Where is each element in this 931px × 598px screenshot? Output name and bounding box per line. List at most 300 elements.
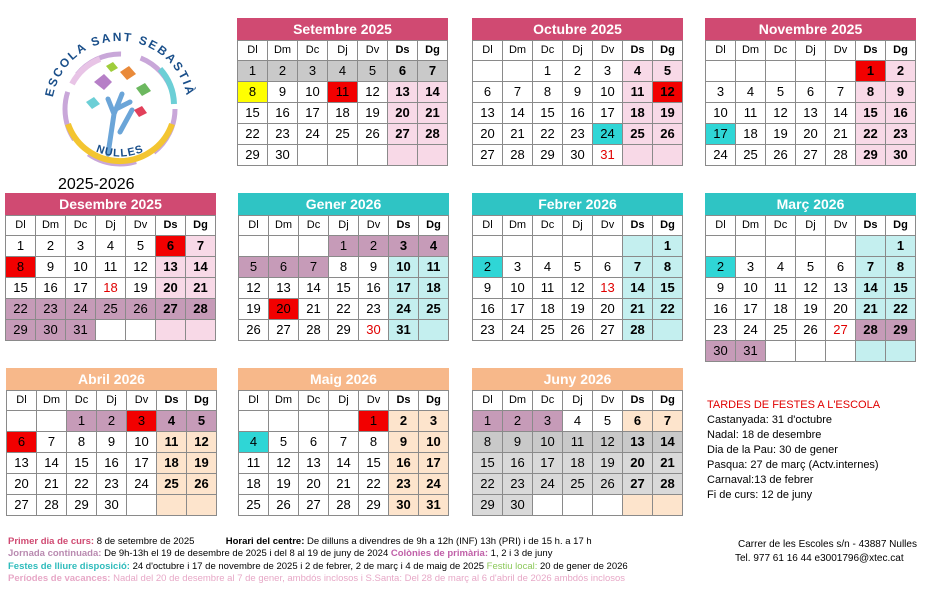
month-title: Juny 2026 <box>472 368 683 390</box>
day-cell: 15 <box>856 103 886 124</box>
empty-cell <box>653 320 683 341</box>
day-cell: 4 <box>623 61 653 82</box>
day-cell: 12 <box>593 432 623 453</box>
day-cell: 15 <box>6 278 36 299</box>
day-cell: 21 <box>299 299 329 320</box>
month-calendar <box>237 18 448 166</box>
day-cell: 24 <box>503 320 533 341</box>
empty-cell <box>856 341 886 362</box>
day-cell: 8 <box>238 82 268 103</box>
day-cell: 20 <box>623 453 653 474</box>
empty-cell <box>736 61 766 82</box>
day-cell: 9 <box>359 257 389 278</box>
colonies-label: Colònies de primària: <box>390 548 489 560</box>
day-cell: 2 <box>886 61 916 82</box>
day-cell: 23 <box>97 474 127 495</box>
day-cell: 3 <box>593 61 623 82</box>
day-cell: 7 <box>623 257 653 278</box>
empty-cell <box>473 61 503 82</box>
day-cell: 18 <box>736 124 766 145</box>
svg-text:ESCOLA SANT SEBASTIÀ <box>42 30 199 98</box>
weekday-header: Dm <box>503 41 533 61</box>
day-cell: 17 <box>298 103 328 124</box>
empty-cell <box>186 320 216 341</box>
day-cell: 23 <box>389 474 419 495</box>
address-line-1: Carrer de les Escoles s/n - 43887 Nulles <box>738 539 917 550</box>
empty-cell <box>653 495 683 516</box>
day-cell: 2 <box>563 61 593 82</box>
day-cell: 26 <box>766 145 796 166</box>
festes-item: Carnaval:13 de febrer <box>707 474 814 486</box>
day-cell: 23 <box>36 299 66 320</box>
day-cell: 28 <box>37 495 67 516</box>
day-cell: 29 <box>67 495 97 516</box>
empty-cell <box>623 145 653 166</box>
day-cell: 12 <box>766 103 796 124</box>
day-cell: 31 <box>389 320 419 341</box>
weekday-header: Dc <box>66 216 96 236</box>
empty-cell <box>329 411 359 432</box>
day-cell: 28 <box>186 299 216 320</box>
weekday-header: Ds <box>623 216 653 236</box>
day-cell: 10 <box>593 82 623 103</box>
day-cell: 1 <box>238 61 268 82</box>
day-cell: 1 <box>6 236 36 257</box>
day-cell: 12 <box>563 278 593 299</box>
day-cell: 10 <box>533 432 563 453</box>
weekday-header: Dj <box>796 216 826 236</box>
day-cell: 10 <box>389 257 419 278</box>
empty-cell <box>706 236 736 257</box>
day-cell: 30 <box>503 495 533 516</box>
day-cell: 29 <box>886 320 916 341</box>
day-cell: 7 <box>653 411 683 432</box>
weekday-header: Dg <box>886 41 916 61</box>
empty-cell <box>388 145 418 166</box>
empty-cell <box>96 320 126 341</box>
month-calendar <box>472 368 683 516</box>
weekday-header: Dl <box>239 391 269 411</box>
weekday-header: Dj <box>563 41 593 61</box>
day-cell: 8 <box>67 432 97 453</box>
day-cell: 12 <box>126 257 156 278</box>
day-cell: 6 <box>796 82 826 103</box>
day-cell: 15 <box>886 278 916 299</box>
day-cell: 17 <box>736 299 766 320</box>
day-cell: 30 <box>268 145 298 166</box>
month-title: Maig 2026 <box>238 368 449 390</box>
day-cell: 28 <box>623 320 653 341</box>
day-cell: 13 <box>826 278 856 299</box>
day-cell: 27 <box>388 124 418 145</box>
month-calendar <box>5 193 216 341</box>
day-cell: 27 <box>299 495 329 516</box>
weekday-header: Dc <box>533 216 563 236</box>
horari-label: Horari del centre: <box>225 536 305 547</box>
day-cell: 21 <box>186 278 216 299</box>
day-cell: 17 <box>389 278 419 299</box>
day-cell: 7 <box>826 82 856 103</box>
empty-cell <box>593 236 623 257</box>
day-cell: 13 <box>623 432 653 453</box>
empty-cell <box>533 495 563 516</box>
day-cell: 5 <box>269 432 299 453</box>
day-cell: 6 <box>269 257 299 278</box>
empty-cell <box>856 236 886 257</box>
day-cell: 21 <box>856 299 886 320</box>
day-cell: 27 <box>7 495 37 516</box>
day-cell: 28 <box>856 320 886 341</box>
empty-cell <box>473 236 503 257</box>
weekday-header: Ds <box>389 216 419 236</box>
day-cell: 31 <box>66 320 96 341</box>
day-cell: 5 <box>126 236 156 257</box>
weekday-header: Dm <box>269 391 299 411</box>
empty-cell <box>766 61 796 82</box>
empty-cell <box>269 411 299 432</box>
day-cell: 15 <box>359 453 389 474</box>
weekday-header: Dv <box>126 216 156 236</box>
day-cell: 23 <box>886 124 916 145</box>
day-cell: 4 <box>96 236 126 257</box>
day-cell: 9 <box>503 432 533 453</box>
day-cell: 23 <box>473 320 503 341</box>
weekday-header: Dv <box>826 216 856 236</box>
day-cell: 16 <box>706 299 736 320</box>
day-cell: 25 <box>533 320 563 341</box>
day-cell: 18 <box>96 278 126 299</box>
weekday-header: Dj <box>328 41 358 61</box>
day-cell: 15 <box>653 278 683 299</box>
day-cell: 22 <box>329 299 359 320</box>
day-cell: 5 <box>766 82 796 103</box>
day-cell: 13 <box>388 82 418 103</box>
day-cell: 2 <box>706 257 736 278</box>
day-cell: 11 <box>328 82 358 103</box>
empty-cell <box>826 61 856 82</box>
day-cell: 15 <box>473 453 503 474</box>
weekday-header: Dc <box>299 216 329 236</box>
day-cell: 28 <box>653 474 683 495</box>
footer-notes <box>8 536 698 586</box>
day-cell: 9 <box>563 82 593 103</box>
footer-line-4 <box>8 573 698 585</box>
day-cell: 26 <box>239 320 269 341</box>
day-cell: 8 <box>886 257 916 278</box>
weekday-header: Dl <box>706 41 736 61</box>
day-cell: 25 <box>239 495 269 516</box>
empty-cell <box>563 495 593 516</box>
empty-cell <box>299 236 329 257</box>
day-cell: 19 <box>187 453 217 474</box>
jornada-label: Jornada continuada: <box>8 548 102 560</box>
day-cell: 16 <box>268 103 298 124</box>
day-cell: 27 <box>826 320 856 341</box>
day-cell: 5 <box>187 411 217 432</box>
day-cell: 17 <box>593 103 623 124</box>
month-table <box>238 215 449 341</box>
day-cell: 29 <box>329 320 359 341</box>
empty-cell <box>796 236 826 257</box>
weekday-header: Dm <box>503 391 533 411</box>
month-title: Novembre 2025 <box>705 18 916 40</box>
school-address <box>735 538 917 566</box>
horari-text: De dilluns a divendres de 9h a 12h (INF) 13h (PRI) i de 15 h. a 17 h <box>304 536 592 547</box>
day-cell: 4 <box>736 82 766 103</box>
day-cell: 8 <box>329 257 359 278</box>
empty-cell <box>766 341 796 362</box>
month-table <box>472 40 683 166</box>
weekday-header: Dm <box>37 391 67 411</box>
day-cell: 3 <box>389 236 419 257</box>
weekday-header: Dj <box>96 216 126 236</box>
day-cell: 30 <box>97 495 127 516</box>
empty-cell <box>623 236 653 257</box>
weekday-header: Dc <box>298 41 328 61</box>
empty-cell <box>37 411 67 432</box>
day-cell: 17 <box>127 453 157 474</box>
day-cell: 3 <box>298 61 328 82</box>
day-cell: 4 <box>157 411 187 432</box>
day-cell: 11 <box>533 278 563 299</box>
empty-cell <box>126 320 156 341</box>
day-cell: 26 <box>563 320 593 341</box>
empty-cell <box>653 145 683 166</box>
weekday-header: Dc <box>766 216 796 236</box>
day-cell: 25 <box>736 145 766 166</box>
footer-line-2 <box>8 548 698 560</box>
day-cell: 3 <box>503 257 533 278</box>
weekday-header: Dc <box>766 41 796 61</box>
day-cell: 18 <box>533 299 563 320</box>
day-cell: 20 <box>269 299 299 320</box>
day-cell: 8 <box>533 82 563 103</box>
day-cell: 11 <box>736 103 766 124</box>
day-cell: 19 <box>796 299 826 320</box>
day-cell: 26 <box>358 124 388 145</box>
day-cell: 16 <box>503 453 533 474</box>
day-cell: 20 <box>796 124 826 145</box>
empty-cell <box>127 495 157 516</box>
day-cell: 4 <box>563 411 593 432</box>
weekday-header: Dm <box>736 41 766 61</box>
weekday-header: Dj <box>796 41 826 61</box>
day-cell: 28 <box>826 145 856 166</box>
day-cell: 19 <box>653 103 683 124</box>
day-cell: 9 <box>36 257 66 278</box>
weekday-header: Ds <box>623 391 653 411</box>
logo-arc-top: ESCOLA SANT SEBASTIÀ <box>42 29 198 99</box>
day-cell: 10 <box>298 82 328 103</box>
day-cell: 6 <box>593 257 623 278</box>
festes-item: Pasqua: 27 de març (Actv.internes) <box>707 459 879 471</box>
day-cell: 5 <box>593 411 623 432</box>
local-label: Festiu local: <box>484 560 538 572</box>
day-cell: 23 <box>359 299 389 320</box>
day-cell: 6 <box>7 432 37 453</box>
day-cell: 12 <box>239 278 269 299</box>
day-cell: 23 <box>503 474 533 495</box>
day-cell: 29 <box>6 320 36 341</box>
day-cell: 25 <box>328 124 358 145</box>
weekday-header: Dm <box>503 216 533 236</box>
day-cell: 10 <box>706 103 736 124</box>
day-cell: 18 <box>766 299 796 320</box>
day-cell: 7 <box>37 432 67 453</box>
empty-cell <box>563 236 593 257</box>
day-cell: 13 <box>156 257 186 278</box>
jornada-text: De 9h-13h el 19 de desembre de 2025 i del 8 al 19 de juny de 2024 <box>101 548 391 560</box>
footer-line-3 <box>8 561 698 573</box>
day-cell: 20 <box>388 103 418 124</box>
local-text: 20 de gener de 2026 <box>537 560 628 572</box>
empty-cell <box>826 341 856 362</box>
day-cell: 8 <box>473 432 503 453</box>
month-calendar <box>705 193 916 362</box>
month-title: Març 2026 <box>705 193 916 215</box>
empty-cell <box>736 236 766 257</box>
day-cell: 19 <box>563 299 593 320</box>
day-cell: 6 <box>623 411 653 432</box>
month-title: Gener 2026 <box>238 193 449 215</box>
day-cell: 13 <box>796 103 826 124</box>
day-cell: 26 <box>796 320 826 341</box>
day-cell: 2 <box>359 236 389 257</box>
empty-cell <box>826 236 856 257</box>
weekday-header: Dc <box>67 391 97 411</box>
day-cell: 18 <box>623 103 653 124</box>
day-cell: 24 <box>127 474 157 495</box>
day-cell: 25 <box>96 299 126 320</box>
day-cell: 22 <box>856 124 886 145</box>
month-title: Octubre 2025 <box>472 18 683 40</box>
weekday-header: Dm <box>269 216 299 236</box>
day-cell: 21 <box>623 299 653 320</box>
day-cell: 22 <box>6 299 36 320</box>
weekday-header: Dl <box>6 216 36 236</box>
day-cell: 4 <box>419 236 449 257</box>
festes-text: 24 d'octubre i 17 de novembre de 2025 i 2 de febrer, 2 de març i 4 de maig de 2025 <box>129 560 485 572</box>
day-cell: 15 <box>238 103 268 124</box>
day-cell: 14 <box>37 453 67 474</box>
weekday-header: Dg <box>653 391 683 411</box>
day-cell: 20 <box>473 124 503 145</box>
day-cell: 18 <box>563 453 593 474</box>
day-cell: 1 <box>67 411 97 432</box>
day-cell: 15 <box>533 103 563 124</box>
empty-cell <box>623 495 653 516</box>
weekday-header: Dj <box>329 216 359 236</box>
day-cell: 13 <box>269 278 299 299</box>
day-cell: 30 <box>886 145 916 166</box>
month-calendar <box>238 368 449 516</box>
weekday-header: Dj <box>97 391 127 411</box>
festes-panel <box>707 398 880 503</box>
day-cell: 30 <box>359 320 389 341</box>
weekday-header: Ds <box>156 216 186 236</box>
logo-arc-bottom: NULLES <box>94 143 146 160</box>
day-cell: 12 <box>269 453 299 474</box>
day-cell: 16 <box>389 453 419 474</box>
weekday-header: Dl <box>238 41 268 61</box>
empty-cell <box>766 236 796 257</box>
day-cell: 18 <box>328 103 358 124</box>
day-cell: 20 <box>593 299 623 320</box>
weekday-header: Dl <box>473 216 503 236</box>
day-cell: 20 <box>7 474 37 495</box>
empty-cell <box>299 411 329 432</box>
day-cell: 9 <box>268 82 298 103</box>
weekday-header: Dv <box>593 41 623 61</box>
empty-cell <box>706 61 736 82</box>
day-cell: 26 <box>593 474 623 495</box>
day-cell: 4 <box>328 61 358 82</box>
day-cell: 21 <box>653 453 683 474</box>
day-cell: 28 <box>329 495 359 516</box>
day-cell: 10 <box>503 278 533 299</box>
festes-item: Nadal: 18 de desembre <box>707 429 822 441</box>
day-cell: 13 <box>473 103 503 124</box>
month-table <box>5 215 216 341</box>
festes-item: Dia de la Pau: 30 de gener <box>707 444 838 456</box>
weekday-header: Dg <box>653 216 683 236</box>
day-cell: 3 <box>706 82 736 103</box>
weekday-header: Ds <box>856 41 886 61</box>
day-cell: 7 <box>329 432 359 453</box>
day-cell: 7 <box>186 236 216 257</box>
weekday-header: Dj <box>329 391 359 411</box>
empty-cell <box>593 495 623 516</box>
day-cell: 13 <box>593 278 623 299</box>
day-cell: 1 <box>473 411 503 432</box>
day-cell: 21 <box>503 124 533 145</box>
weekday-header: Dm <box>736 216 766 236</box>
weekday-header: Dg <box>419 391 449 411</box>
day-cell: 20 <box>826 299 856 320</box>
day-cell: 8 <box>856 82 886 103</box>
empty-cell <box>358 145 388 166</box>
day-cell: 17 <box>706 124 736 145</box>
month-table <box>705 215 916 362</box>
day-cell: 3 <box>127 411 157 432</box>
day-cell: 6 <box>299 432 329 453</box>
empty-cell <box>503 61 533 82</box>
weekday-header: Dl <box>473 391 503 411</box>
day-cell: 3 <box>66 236 96 257</box>
address-line-2: Tel. 977 61 16 44 e3001796@xtec.cat <box>735 553 904 564</box>
day-cell: 22 <box>67 474 97 495</box>
day-cell: 16 <box>563 103 593 124</box>
day-cell: 14 <box>623 278 653 299</box>
weekday-header: Dg <box>186 216 216 236</box>
day-cell: 24 <box>736 320 766 341</box>
footer-line-1 <box>8 536 698 548</box>
month-table <box>237 40 448 166</box>
day-cell: 10 <box>419 432 449 453</box>
day-cell: 7 <box>856 257 886 278</box>
day-cell: 19 <box>766 124 796 145</box>
day-cell: 10 <box>66 257 96 278</box>
day-cell: 17 <box>503 299 533 320</box>
weekday-header: Dg <box>419 216 449 236</box>
day-cell: 22 <box>886 299 916 320</box>
vacances-label: Períodes de vacances: <box>8 573 111 585</box>
weekday-header: Ds <box>157 391 187 411</box>
festes-item: Castanyada: 31 d'octubre <box>707 414 833 426</box>
day-cell: 8 <box>359 432 389 453</box>
day-cell: 3 <box>533 411 563 432</box>
day-cell: 5 <box>796 257 826 278</box>
